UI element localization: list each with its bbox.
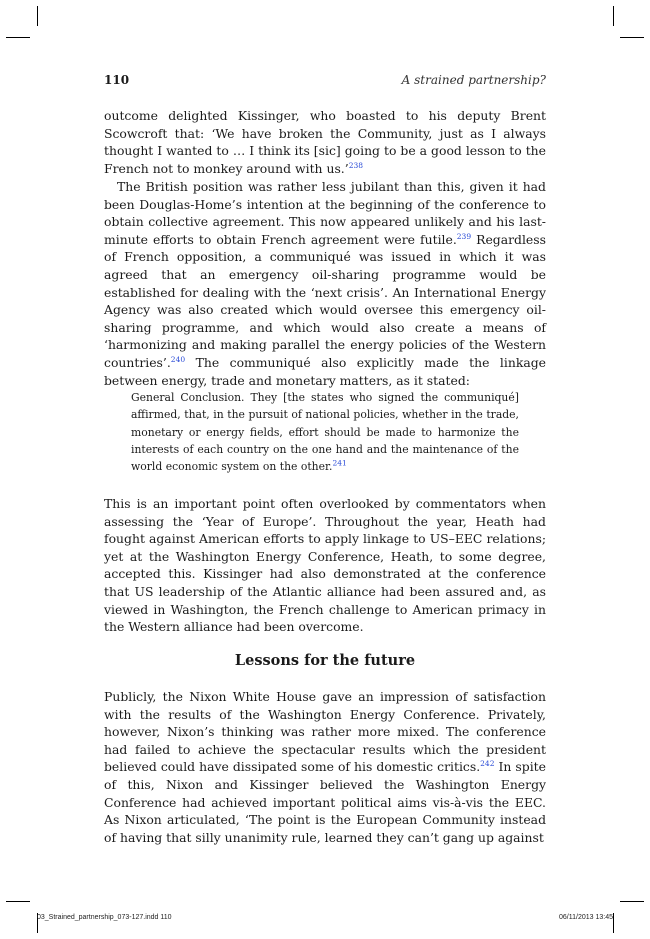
page-header [104, 73, 546, 91]
footnote-ref[interactable]: 240 [170, 354, 186, 364]
paragraph [104, 688, 546, 846]
paragraph-text: Publicly, the Nixon White House gave an impression of satisfaction with the results of the Washington Energy Conference. Privately, however, Nixon’s thinking was rather more mixed. The conference had failed to achieve the spectacular results which the president believed could have dissipated some of his domestic critics. [104, 689, 546, 775]
crop-mark [6, 37, 30, 38]
paragraph-text: This is an important point often overlooked by commentators when assessing the ‘Year of Europe’. Throughout the year, Heath had fought against American efforts to apply linkage to US–EEC relations; yet at the Washington Energy Conference, Heath, to some degree, accepted this. Kissinger had also demonstrated at the conference that US leadership of the Atlantic alliance had been assured and, as viewed in Washington, the French challenge to American primacy in the Western alliance had been overcome. [104, 496, 546, 635]
crop-mark [620, 901, 644, 902]
footnote-ref[interactable]: 241 [332, 458, 347, 468]
paragraph-text: Regardless of French opposition, a communiqué was issued in which it was agreed that an emergency oil-sharing programme would be established for dealing with the ‘next crisis’. An International Energy Agency was also created which would oversee this emergency oil-sharing programme, and which would also create a means of ‘harmonizing and making parallel the energy policies of the Western countries’. [104, 231, 546, 370]
crop-mark [620, 37, 644, 38]
page-number: 110 [104, 73, 130, 87]
paragraph-text: The British position was rather less jubilant than this, given it had been Douglas-Home’s intention at the beginning of the conference to obtain collective agreement. This now appeared unlikely and his last-minute efforts to obtain French agreement were futile. [104, 179, 546, 247]
block-quote [131, 389, 519, 475]
crop-mark [613, 6, 614, 26]
paragraph [104, 107, 546, 177]
paragraph [104, 495, 546, 636]
crop-mark [37, 6, 38, 26]
paragraph [104, 178, 546, 389]
footnote-ref[interactable]: 239 [456, 231, 472, 241]
crop-mark [6, 901, 30, 902]
paragraph-text: In spite of this, Nixon and Kissinger believed the Washington Energy Conference had achieved important political aims vis-à-vis the EEC. As Nixon articulated, ‘The point is the European Community instead of having that silly unanimity rule, learned they can’t gang up against [104, 759, 546, 845]
crop-mark [613, 913, 614, 933]
print-slug-date: 06/11/2013 13:45 [559, 914, 613, 921]
section-heading: Lessons for the future [234, 652, 416, 669]
quote-text: General Conclusion. They [the states who signed the communiqué] affirmed, that, in the pursuit of national policies, whether in the trade, monetary or energy fields, effort should be made to harmonize the interests of each country on the one hand and the maintenance of the world economic system on the other. [131, 391, 519, 474]
paragraph-text: outcome delighted Kissinger, who boasted to his deputy Brent Scowcroft that: ‘We have broken the Community, just as I always thought I wanted to … I think its [sic] going to be a good lesson to the French not to monkey around with us.’ [104, 108, 546, 176]
print-slug-file: 03_Strained_partnership_073-127.indd 110 [37, 914, 172, 921]
footnote-ref[interactable]: 238 [348, 160, 364, 170]
footnote-ref[interactable]: 242 [480, 759, 495, 769]
paragraph-text: The communiqué also explicitly made the linkage between energy, trade and monetary matters, as it stated: [104, 354, 546, 388]
running-head: A strained partnership? [401, 73, 546, 87]
